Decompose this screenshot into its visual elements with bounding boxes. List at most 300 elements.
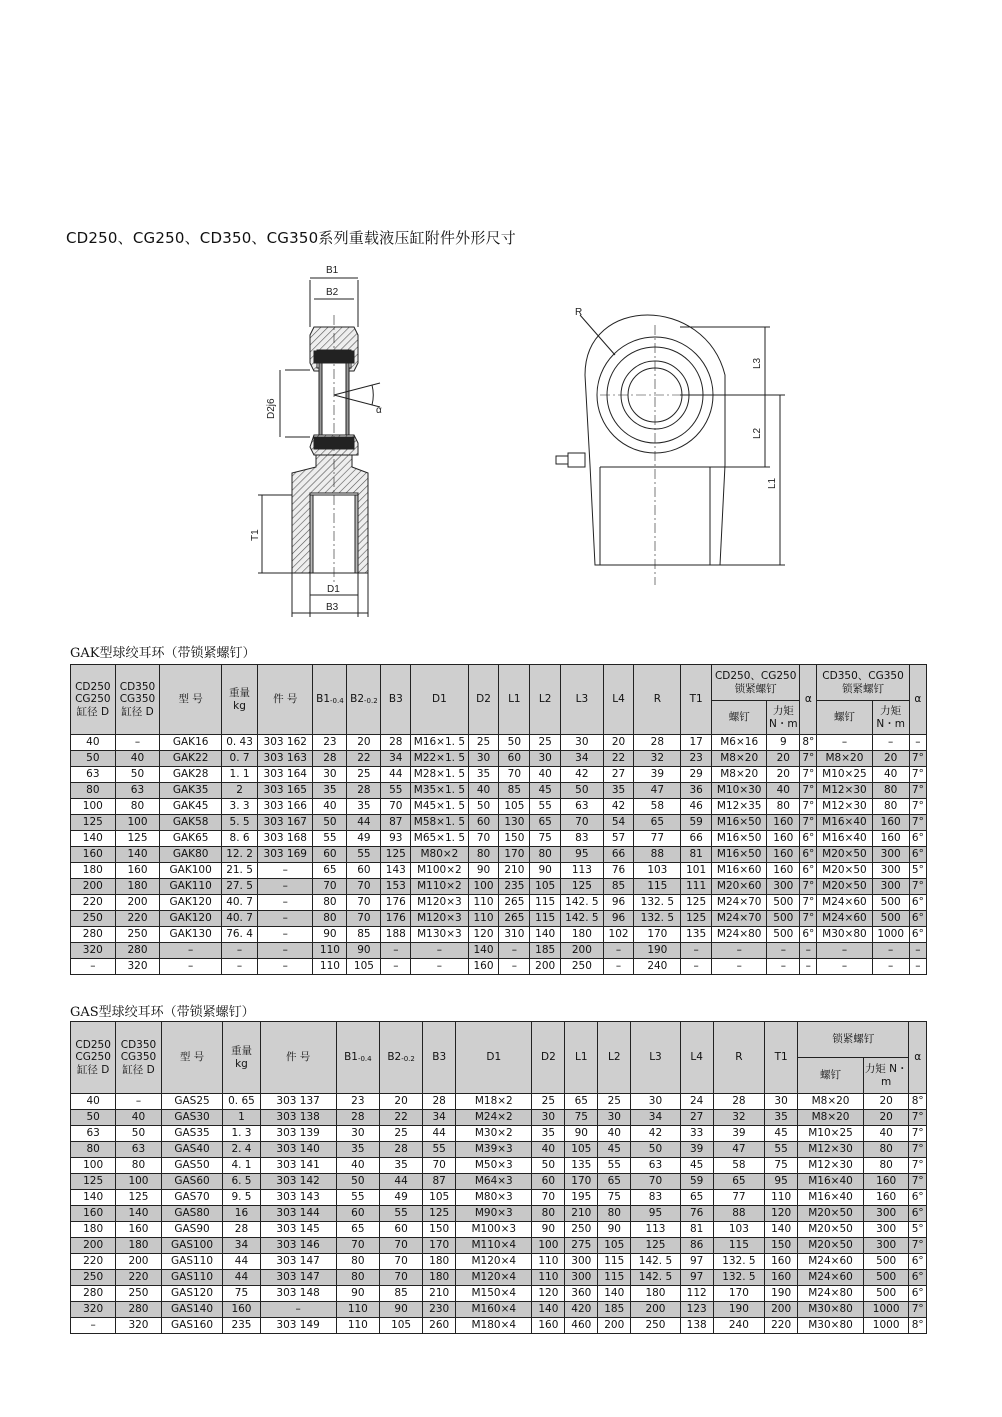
table-cell: 303 149 bbox=[260, 1318, 336, 1334]
table-cell: 125 bbox=[681, 895, 712, 911]
table-cell: 60 bbox=[379, 1222, 422, 1238]
table-cell: M16×40 bbox=[798, 1190, 864, 1206]
table-cell: 240 bbox=[634, 959, 681, 975]
table-cell: 210 bbox=[423, 1286, 456, 1302]
table-cell: 70 bbox=[468, 831, 499, 847]
table-cell: 130 bbox=[499, 815, 530, 831]
table-cell: 17 bbox=[681, 735, 712, 751]
table-cell: 34 bbox=[631, 1110, 680, 1126]
table-cell: 50 bbox=[499, 735, 530, 751]
table-cell: – bbox=[800, 959, 817, 975]
table-cell: 6° bbox=[909, 1254, 927, 1270]
table-cell: 8. 6 bbox=[221, 831, 257, 847]
table-cell: 50 bbox=[561, 783, 604, 799]
table-cell: 9. 5 bbox=[223, 1190, 260, 1206]
table-cell: M30×2 bbox=[456, 1126, 532, 1142]
col-r: R bbox=[634, 665, 681, 735]
table-cell: M24×60 bbox=[817, 895, 872, 911]
table-cell: 58 bbox=[634, 799, 681, 815]
table-cell: 160 bbox=[765, 1270, 798, 1286]
col-b2-tol: -0.2 bbox=[364, 697, 378, 706]
table-cell: 500 bbox=[864, 1286, 909, 1302]
table-cell: M8×20 bbox=[712, 767, 767, 783]
table-cell: 220 bbox=[115, 911, 160, 927]
table-cell: 85 bbox=[347, 927, 381, 943]
table-cell: 75 bbox=[223, 1286, 260, 1302]
table-cell: 110 bbox=[313, 959, 347, 975]
table-cell: 95 bbox=[561, 847, 604, 863]
table-cell: 23 bbox=[313, 735, 347, 751]
gas-col-part: 件 号 bbox=[260, 1022, 336, 1094]
table-cell: 6° bbox=[800, 847, 817, 863]
table-cell: 76 bbox=[680, 1206, 713, 1222]
table-cell: 176 bbox=[381, 895, 411, 911]
table-cell: M120×3 bbox=[411, 895, 468, 911]
table-cell: 180 bbox=[423, 1270, 456, 1286]
table-cell: M35×1. 5 bbox=[411, 783, 468, 799]
table-cell: GAK16 bbox=[160, 735, 222, 751]
table-cell: 60 bbox=[336, 1206, 379, 1222]
col-screw-2: 螺钉 bbox=[817, 701, 872, 735]
table-cell: 303 142 bbox=[260, 1174, 336, 1190]
table-cell: 35 bbox=[347, 799, 381, 815]
table-row bbox=[71, 863, 927, 879]
table-cell: 80 bbox=[116, 1158, 161, 1174]
table-cell: 160 bbox=[223, 1302, 260, 1318]
label-l3: L3 bbox=[752, 357, 763, 369]
table-cell: M90×3 bbox=[456, 1206, 532, 1222]
table-cell: – bbox=[603, 943, 634, 959]
table-cell: 112 bbox=[680, 1286, 713, 1302]
table-cell: 300 bbox=[767, 879, 800, 895]
table-cell: 28 bbox=[634, 735, 681, 751]
table-cell: M12×30 bbox=[798, 1142, 864, 1158]
table-cell: 28 bbox=[313, 751, 347, 767]
table-cell: 160 bbox=[767, 863, 800, 879]
table-row bbox=[71, 1126, 927, 1142]
table-cell: 6° bbox=[909, 831, 926, 847]
table-row bbox=[71, 1190, 927, 1206]
table-cell: 300 bbox=[565, 1254, 598, 1270]
table-cell: M24×80 bbox=[798, 1286, 864, 1302]
table-cell: 23 bbox=[336, 1094, 379, 1110]
label-r: R bbox=[575, 307, 583, 318]
table-cell: GAK120 bbox=[160, 911, 222, 927]
table-cell: M24×2 bbox=[456, 1110, 532, 1126]
gas-col-alpha: α bbox=[909, 1022, 927, 1094]
table-cell: 120 bbox=[532, 1286, 565, 1302]
table-cell: 303 139 bbox=[260, 1126, 336, 1142]
side-view bbox=[556, 315, 785, 585]
table-cell: GAK28 bbox=[160, 767, 222, 783]
table-cell: 80 bbox=[336, 1254, 379, 1270]
table-cell: – bbox=[909, 959, 926, 975]
table-cell: 142. 5 bbox=[631, 1254, 680, 1270]
table-cell: M16×1. 5 bbox=[411, 735, 468, 751]
table-cell: 235 bbox=[223, 1318, 260, 1334]
table-cell: 143 bbox=[381, 863, 411, 879]
table-cell: 320 bbox=[71, 1302, 116, 1318]
gas-col-d2: D2 bbox=[532, 1022, 565, 1094]
table-cell: – bbox=[258, 927, 313, 943]
table-cell: GAK58 bbox=[160, 815, 222, 831]
table-cell: 28 bbox=[347, 783, 381, 799]
table-cell: 20 bbox=[872, 751, 909, 767]
technical-drawings bbox=[230, 255, 810, 635]
table-cell: 85 bbox=[603, 879, 634, 895]
table-cell: 23 bbox=[681, 751, 712, 767]
table-cell: M16×50 bbox=[712, 847, 767, 863]
table-cell: 34 bbox=[381, 751, 411, 767]
table-cell: 115 bbox=[530, 895, 561, 911]
table-cell: 105 bbox=[530, 879, 561, 895]
table-row bbox=[71, 1142, 927, 1158]
table-cell: 300 bbox=[864, 1238, 909, 1254]
table-cell: 188 bbox=[381, 927, 411, 943]
table-cell: M58×1. 5 bbox=[411, 815, 468, 831]
table-cell: 65 bbox=[713, 1174, 765, 1190]
table-cell: 7° bbox=[909, 1158, 927, 1174]
table-cell: M8×20 bbox=[817, 751, 872, 767]
table-cell: 70 bbox=[532, 1190, 565, 1206]
table-cell: 95 bbox=[765, 1174, 798, 1190]
table-cell: 90 bbox=[347, 943, 381, 959]
table-cell: 300 bbox=[872, 847, 909, 863]
table-cell: M10×25 bbox=[798, 1126, 864, 1142]
table-cell: 90 bbox=[468, 863, 499, 879]
table-cell: – bbox=[767, 943, 800, 959]
table-cell: 7° bbox=[909, 751, 926, 767]
table-cell: 1. 1 bbox=[221, 767, 257, 783]
table-cell: 303 168 bbox=[258, 831, 313, 847]
table-cell: 7° bbox=[909, 783, 926, 799]
table-cell: 30 bbox=[765, 1094, 798, 1110]
page-title: CD250、CG250、CD350、CG350系列重载液压缸附件外形尺寸 bbox=[66, 229, 516, 247]
table-cell: 80 bbox=[530, 847, 561, 863]
table-cell: 20 bbox=[603, 735, 634, 751]
table-cell: 55 bbox=[379, 1206, 422, 1222]
table-cell: 250 bbox=[631, 1318, 680, 1334]
table-cell: 7° bbox=[909, 879, 926, 895]
table-cell: 46 bbox=[681, 799, 712, 815]
table-cell: 235 bbox=[499, 879, 530, 895]
table-cell: – bbox=[817, 959, 872, 975]
table-cell: 5. 5 bbox=[221, 815, 257, 831]
table-cell: 93 bbox=[381, 831, 411, 847]
table-cell: 44 bbox=[347, 815, 381, 831]
table-cell: 110 bbox=[468, 911, 499, 927]
table-cell: 135 bbox=[681, 927, 712, 943]
table-cell: 125 bbox=[116, 1190, 161, 1206]
table-cell: GAS25 bbox=[161, 1094, 223, 1110]
table-cell: GAS160 bbox=[161, 1318, 223, 1334]
table-cell: 70 bbox=[379, 1270, 422, 1286]
table-cell: – bbox=[71, 1318, 116, 1334]
col-b3: B3 bbox=[381, 665, 411, 735]
table-cell: 300 bbox=[864, 1206, 909, 1222]
table-cell: M30×80 bbox=[798, 1318, 864, 1334]
table-cell: 45 bbox=[680, 1158, 713, 1174]
col-b1 bbox=[313, 665, 347, 735]
table-cell: – bbox=[767, 959, 800, 975]
table-cell: 45 bbox=[598, 1142, 631, 1158]
table-cell: 40 bbox=[71, 735, 116, 751]
table-cell: 55 bbox=[336, 1190, 379, 1206]
table-row bbox=[71, 847, 927, 863]
table-cell: 220 bbox=[71, 1254, 116, 1270]
table-cell: 265 bbox=[499, 911, 530, 927]
table-cell: 113 bbox=[631, 1222, 680, 1238]
table-cell: M12×30 bbox=[817, 783, 872, 799]
table-cell: 40 bbox=[313, 799, 347, 815]
table-cell: 180 bbox=[115, 879, 160, 895]
table-cell: 200 bbox=[71, 1238, 116, 1254]
table-cell: 70 bbox=[423, 1158, 456, 1174]
table-cell: 7° bbox=[800, 911, 817, 927]
table-cell: 105 bbox=[423, 1190, 456, 1206]
gas-col-l1: L1 bbox=[565, 1022, 598, 1094]
table-cell: 25 bbox=[530, 735, 561, 751]
label-d2: D2j6 bbox=[266, 398, 277, 419]
table-cell: 500 bbox=[767, 911, 800, 927]
table-cell: 40 bbox=[872, 767, 909, 783]
table-cell: 88 bbox=[713, 1206, 765, 1222]
table-cell: 39 bbox=[680, 1142, 713, 1158]
table-cell: 65 bbox=[313, 863, 347, 879]
table-cell: 20 bbox=[864, 1094, 909, 1110]
table-cell: M16×40 bbox=[798, 1174, 864, 1190]
table-cell: 150 bbox=[499, 831, 530, 847]
table-cell: M24×60 bbox=[817, 911, 872, 927]
table-cell: 1. 3 bbox=[223, 1126, 260, 1142]
table-cell: 195 bbox=[565, 1190, 598, 1206]
table-cell: 200 bbox=[115, 895, 160, 911]
table-cell: M16×50 bbox=[712, 831, 767, 847]
table-cell: 90 bbox=[532, 1222, 565, 1238]
gas-col-b1-tol: -0.4 bbox=[357, 1055, 372, 1064]
table-cell: M10×25 bbox=[817, 767, 872, 783]
table-cell: – bbox=[909, 943, 926, 959]
gas-col-screw: 螺钉 bbox=[798, 1058, 864, 1094]
table-cell: – bbox=[681, 943, 712, 959]
table-cell: 132. 5 bbox=[713, 1254, 765, 1270]
table-cell: 140 bbox=[598, 1286, 631, 1302]
table-cell: 115 bbox=[598, 1270, 631, 1286]
table-cell: 100 bbox=[532, 1238, 565, 1254]
table-cell: 80 bbox=[468, 847, 499, 863]
table-row bbox=[71, 1302, 927, 1318]
table-cell: 160 bbox=[71, 1206, 116, 1222]
table-cell: 44 bbox=[381, 767, 411, 783]
table-cell: M24×80 bbox=[712, 927, 767, 943]
col-b2-label: B2 bbox=[350, 693, 365, 706]
table-cell: 160 bbox=[765, 1254, 798, 1270]
table-cell: 200 bbox=[561, 943, 604, 959]
table-cell: 24 bbox=[680, 1094, 713, 1110]
table-cell: 140 bbox=[765, 1222, 798, 1238]
table-cell: 70 bbox=[347, 911, 381, 927]
table-cell: 7° bbox=[800, 815, 817, 831]
table-cell: – bbox=[381, 943, 411, 959]
table-cell: 75 bbox=[565, 1110, 598, 1126]
table-row bbox=[71, 831, 927, 847]
table-cell: M6×16 bbox=[712, 735, 767, 751]
table-cell: M28×1. 5 bbox=[411, 767, 468, 783]
table-cell: 90 bbox=[313, 927, 347, 943]
table-cell: 96 bbox=[603, 911, 634, 927]
table-cell: 7° bbox=[909, 1110, 927, 1126]
table-cell: 185 bbox=[598, 1302, 631, 1318]
table-row bbox=[71, 1286, 927, 1302]
label-t1: T1 bbox=[250, 529, 261, 541]
table-cell: 142. 5 bbox=[561, 895, 604, 911]
table-cell: 2 bbox=[221, 783, 257, 799]
label-b3: B3 bbox=[326, 602, 339, 613]
table-cell: 28 bbox=[713, 1094, 765, 1110]
table-cell: 125 bbox=[71, 815, 116, 831]
table-cell: 320 bbox=[116, 1318, 161, 1334]
table-cell: 66 bbox=[681, 831, 712, 847]
table-cell: 303 140 bbox=[260, 1142, 336, 1158]
table-cell: 170 bbox=[634, 927, 681, 943]
table-cell: 160 bbox=[767, 847, 800, 863]
table-cell: GAS120 bbox=[161, 1286, 223, 1302]
table-cell: M16×40 bbox=[817, 831, 872, 847]
table-cell: 303 137 bbox=[260, 1094, 336, 1110]
table-cell: 47 bbox=[713, 1142, 765, 1158]
col-l1: L1 bbox=[499, 665, 530, 735]
table-cell: 34 bbox=[561, 751, 604, 767]
table-cell: 250 bbox=[116, 1286, 161, 1302]
table-cell: 50 bbox=[116, 1126, 161, 1142]
table-cell: 6° bbox=[909, 1286, 927, 1302]
table-cell: 55 bbox=[381, 783, 411, 799]
table-cell: 150 bbox=[423, 1222, 456, 1238]
table-cell: 87 bbox=[381, 815, 411, 831]
table-row bbox=[71, 1174, 927, 1190]
table-row bbox=[71, 1158, 927, 1174]
gas-col-b2-label: B2 bbox=[387, 1051, 402, 1064]
table-cell: 303 162 bbox=[258, 735, 313, 751]
table-cell: – bbox=[71, 959, 116, 975]
table-cell: 250 bbox=[71, 1270, 116, 1286]
table-cell: 142. 5 bbox=[561, 911, 604, 927]
table-cell: GAS70 bbox=[161, 1190, 223, 1206]
gas-col-bore-350: CD350 CG350 缸径 D bbox=[116, 1022, 161, 1094]
table-cell: 97 bbox=[680, 1254, 713, 1270]
table-cell: – bbox=[160, 959, 222, 975]
table-cell: 100 bbox=[71, 1158, 116, 1174]
table-cell: 65 bbox=[598, 1174, 631, 1190]
label-l2: L2 bbox=[752, 427, 763, 439]
table-cell: – bbox=[258, 943, 313, 959]
table-cell: 250 bbox=[565, 1222, 598, 1238]
table-cell: 55 bbox=[313, 831, 347, 847]
table-cell: – bbox=[872, 943, 909, 959]
table-cell: 40 bbox=[116, 1110, 161, 1126]
table-cell: 7° bbox=[909, 767, 926, 783]
table-cell: 153 bbox=[381, 879, 411, 895]
table-cell: 63 bbox=[561, 799, 604, 815]
table-cell: M16×50 bbox=[712, 815, 767, 831]
table-row bbox=[71, 1222, 927, 1238]
col-b1-tol: -0.4 bbox=[330, 697, 344, 706]
table-cell: GAS110 bbox=[161, 1254, 223, 1270]
gas-table bbox=[70, 1021, 927, 1334]
table-cell: 160 bbox=[115, 863, 160, 879]
table-cell: 6° bbox=[909, 895, 926, 911]
table-cell: 103 bbox=[713, 1222, 765, 1238]
gas-col-group: 锁紧螺钉 bbox=[798, 1022, 909, 1058]
table-cell: 40 bbox=[71, 1094, 116, 1110]
table-cell: 303 166 bbox=[258, 799, 313, 815]
table-cell: 6° bbox=[909, 1206, 927, 1222]
table-cell: – bbox=[817, 735, 872, 751]
table-row bbox=[71, 1318, 927, 1334]
table-cell: 80 bbox=[864, 1158, 909, 1174]
table-cell: 103 bbox=[634, 863, 681, 879]
table-cell: M24×60 bbox=[798, 1254, 864, 1270]
table-cell: 65 bbox=[634, 815, 681, 831]
table-cell: 49 bbox=[379, 1190, 422, 1206]
label-alpha: α bbox=[376, 405, 382, 416]
table-cell: M120×4 bbox=[456, 1254, 532, 1270]
table-cell: 303 147 bbox=[260, 1270, 336, 1286]
table-cell: M100×3 bbox=[456, 1222, 532, 1238]
col-screw-1: 螺钉 bbox=[712, 701, 767, 735]
table-cell: 60 bbox=[468, 815, 499, 831]
table-cell: 27 bbox=[603, 767, 634, 783]
table-cell: 70 bbox=[347, 879, 381, 895]
table-cell: 132. 5 bbox=[713, 1270, 765, 1286]
table-cell: 303 167 bbox=[258, 815, 313, 831]
section-view bbox=[258, 278, 380, 617]
table-cell: 36 bbox=[681, 783, 712, 799]
table-cell: 190 bbox=[765, 1286, 798, 1302]
table-cell: GAK110 bbox=[160, 879, 222, 895]
table-cell: 32 bbox=[634, 751, 681, 767]
table-cell: 320 bbox=[115, 959, 160, 975]
table-cell: 303 144 bbox=[260, 1206, 336, 1222]
table-row bbox=[71, 1110, 927, 1126]
table-cell: 8° bbox=[909, 1318, 927, 1334]
table-cell: 310 bbox=[499, 927, 530, 943]
table-cell: 58 bbox=[713, 1158, 765, 1174]
table-cell: 59 bbox=[680, 1174, 713, 1190]
table-cell: 70 bbox=[381, 799, 411, 815]
table-cell: – bbox=[712, 959, 767, 975]
table-cell: 7° bbox=[909, 1238, 927, 1254]
table-cell: – bbox=[603, 959, 634, 975]
table-cell: – bbox=[499, 959, 530, 975]
table-cell: 65 bbox=[680, 1190, 713, 1206]
table-cell: – bbox=[872, 959, 909, 975]
table-cell: – bbox=[160, 943, 222, 959]
table-cell: 63 bbox=[115, 783, 160, 799]
table-cell: M50×3 bbox=[456, 1158, 532, 1174]
table-cell: M18×2 bbox=[456, 1094, 532, 1110]
table-cell: 49 bbox=[347, 831, 381, 847]
table-cell: 176 bbox=[381, 911, 411, 927]
gak-table bbox=[70, 664, 927, 975]
table-cell: 303 169 bbox=[258, 847, 313, 863]
gas-col-b1 bbox=[336, 1022, 379, 1094]
table-cell: 35 bbox=[468, 767, 499, 783]
table-cell: 40. 7 bbox=[221, 895, 257, 911]
table-cell: 140 bbox=[530, 927, 561, 943]
table-cell: M80×3 bbox=[456, 1190, 532, 1206]
table-cell: GAK130 bbox=[160, 927, 222, 943]
